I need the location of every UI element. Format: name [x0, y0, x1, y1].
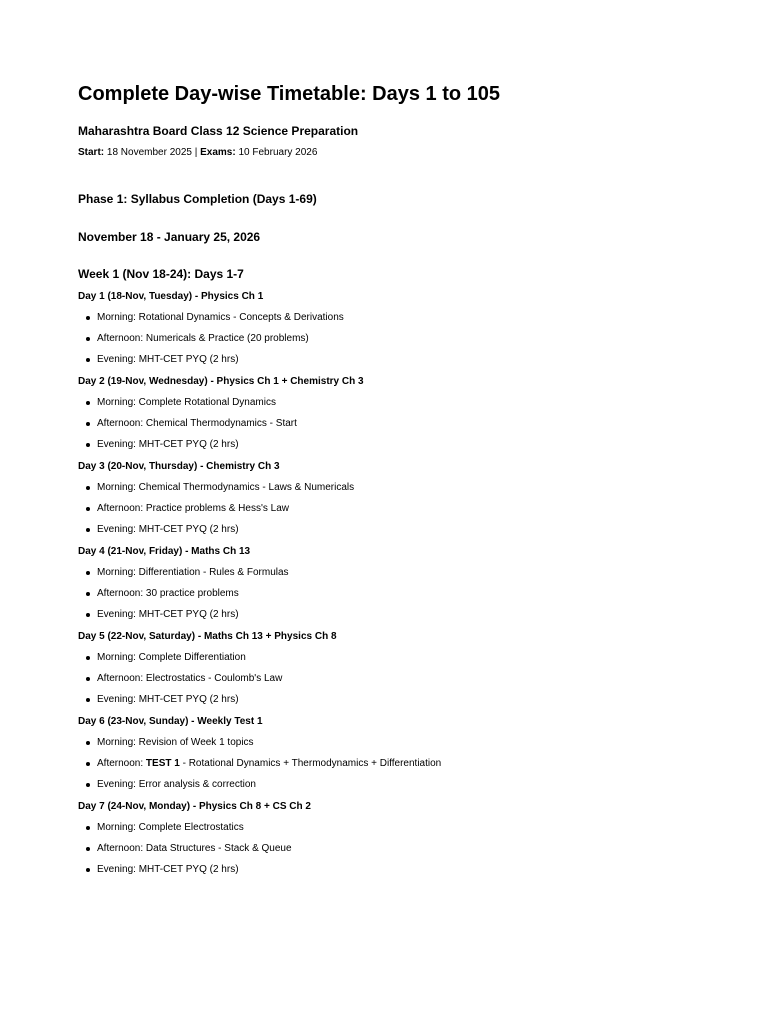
- list-item: [97, 438, 698, 451]
- list-item: [97, 651, 698, 664]
- list-item: [97, 757, 698, 770]
- page-title: Complete Day-wise Timetable: Days 1 to 105: [78, 83, 501, 105]
- task-emphasis: TEST 1: [145, 758, 180, 769]
- task-text: Evening: MHT-CET PYQ (2 hrs): [97, 694, 239, 705]
- task-text: Morning: Chemical Thermodynamics - Laws & Numericals: [97, 482, 355, 493]
- list-item: [97, 608, 698, 621]
- list-item: [97, 842, 698, 855]
- task-text: Morning: Complete Rotational Dynamics: [97, 397, 276, 408]
- day-title: Day 7 (24-Nov, Monday) - Physics Ch 8 + CS Ch 2: [78, 801, 311, 812]
- task-text: Morning: Revision of Week 1 topics: [97, 737, 254, 748]
- phase-heading: Phase 1: Syllabus Completion (Days 1-69): [78, 192, 317, 206]
- list-item: [97, 332, 698, 345]
- list-item: [97, 693, 698, 706]
- task-text: Morning: Complete Differentiation: [97, 652, 246, 663]
- bullet-icon: [86, 337, 90, 341]
- task-text: Evening: MHT-CET PYQ (2 hrs): [97, 354, 239, 365]
- start-value: 18 November 2025 |: [104, 147, 201, 158]
- task-list: [78, 736, 698, 791]
- day-title: Day 3 (20-Nov, Thursday) - Chemistry Ch 3: [78, 461, 280, 472]
- list-item: [97, 353, 698, 366]
- bullet-icon: [86, 486, 90, 490]
- task-list: [78, 481, 698, 536]
- bullet-icon: [86, 677, 90, 681]
- start-label: Start:: [78, 147, 105, 158]
- task-text: Afternoon: Numericals & Practice (20 problems): [97, 333, 309, 344]
- bullet-icon: [86, 571, 90, 575]
- bullet-icon: [86, 826, 90, 830]
- task-text: Morning: Complete Electrostatics: [97, 822, 244, 833]
- task-prefix: Afternoon:: [97, 758, 146, 769]
- task-text: Morning: Differentiation - Rules & Formulas: [97, 567, 289, 578]
- bullet-icon: [86, 613, 90, 617]
- task-text: Evening: MHT-CET PYQ (2 hrs): [97, 864, 239, 875]
- task-text: Afternoon: Chemical Thermodynamics - Start: [97, 418, 297, 429]
- day-title: Day 5 (22-Nov, Saturday) - Maths Ch 13 + Physics Ch 8: [78, 631, 337, 642]
- bullet-icon: [86, 401, 90, 405]
- task-text: Evening: MHT-CET PYQ (2 hrs): [97, 439, 239, 450]
- date-meta: [78, 146, 698, 160]
- task-text: Afternoon: Data Structures - Stack & Queue: [97, 843, 292, 854]
- page-subtitle: Maharashtra Board Class 12 Science Preparation: [78, 124, 359, 138]
- list-item: [97, 417, 698, 430]
- bullet-icon: [86, 528, 90, 532]
- day-title: Day 2 (19-Nov, Wednesday) - Physics Ch 1 + Chemistry Ch 3: [78, 376, 364, 387]
- exams-value: 10 February 2026: [235, 147, 318, 158]
- exams-label: Exams:: [200, 147, 236, 158]
- list-item: [97, 736, 698, 749]
- task-list: [78, 396, 698, 451]
- bullet-icon: [86, 358, 90, 362]
- list-item: [97, 396, 698, 409]
- bullet-icon: [86, 316, 90, 320]
- list-item: [97, 566, 698, 579]
- bullet-icon: [86, 868, 90, 872]
- bullet-icon: [86, 762, 90, 766]
- task-list: [78, 821, 698, 876]
- bullet-icon: [86, 592, 90, 596]
- task-list: [78, 566, 698, 621]
- list-item: [97, 863, 698, 876]
- list-item: [97, 481, 698, 494]
- bullet-icon: [86, 443, 90, 447]
- list-item: [97, 821, 698, 834]
- list-item: [97, 311, 698, 324]
- list-item: [97, 672, 698, 685]
- week-heading: Week 1 (Nov 18-24): Days 1-7: [78, 267, 244, 281]
- bullet-icon: [86, 698, 90, 702]
- bullet-icon: [86, 847, 90, 851]
- day-title: Day 6 (23-Nov, Sunday) - Weekly Test 1: [78, 716, 263, 727]
- day-title: Day 4 (21-Nov, Friday) - Maths Ch 13: [78, 546, 251, 557]
- bullet-icon: [86, 422, 90, 426]
- task-text: Evening: Error analysis & correction: [97, 779, 256, 790]
- task-text: Evening: MHT-CET PYQ (2 hrs): [97, 609, 239, 620]
- list-item: [97, 587, 698, 600]
- task-text: Afternoon: 30 practice problems: [97, 588, 239, 599]
- bullet-icon: [86, 783, 90, 787]
- list-item: [97, 778, 698, 791]
- phase-date-range: November 18 - January 25, 2026: [78, 230, 261, 244]
- task-list: [78, 311, 698, 366]
- task-suffix: - Rotational Dynamics + Thermodynamics + Differentiation: [179, 758, 442, 769]
- bullet-icon: [86, 656, 90, 660]
- bullet-icon: [86, 507, 90, 511]
- day-list: [78, 290, 698, 876]
- day-title: Day 1 (18-Nov, Tuesday) - Physics Ch 1: [78, 291, 264, 302]
- task-text: Evening: MHT-CET PYQ (2 hrs): [97, 524, 239, 535]
- document-content: [78, 82, 698, 876]
- list-item: [97, 523, 698, 536]
- task-text: Afternoon: Electrostatics - Coulomb's Law: [97, 673, 283, 684]
- list-item: [97, 502, 698, 515]
- bullet-icon: [86, 741, 90, 745]
- task-text: Morning: Rotational Dynamics - Concepts & Derivations: [97, 312, 344, 323]
- task-list: [78, 651, 698, 706]
- task-text: Afternoon: Practice problems & Hess's Law: [97, 503, 289, 514]
